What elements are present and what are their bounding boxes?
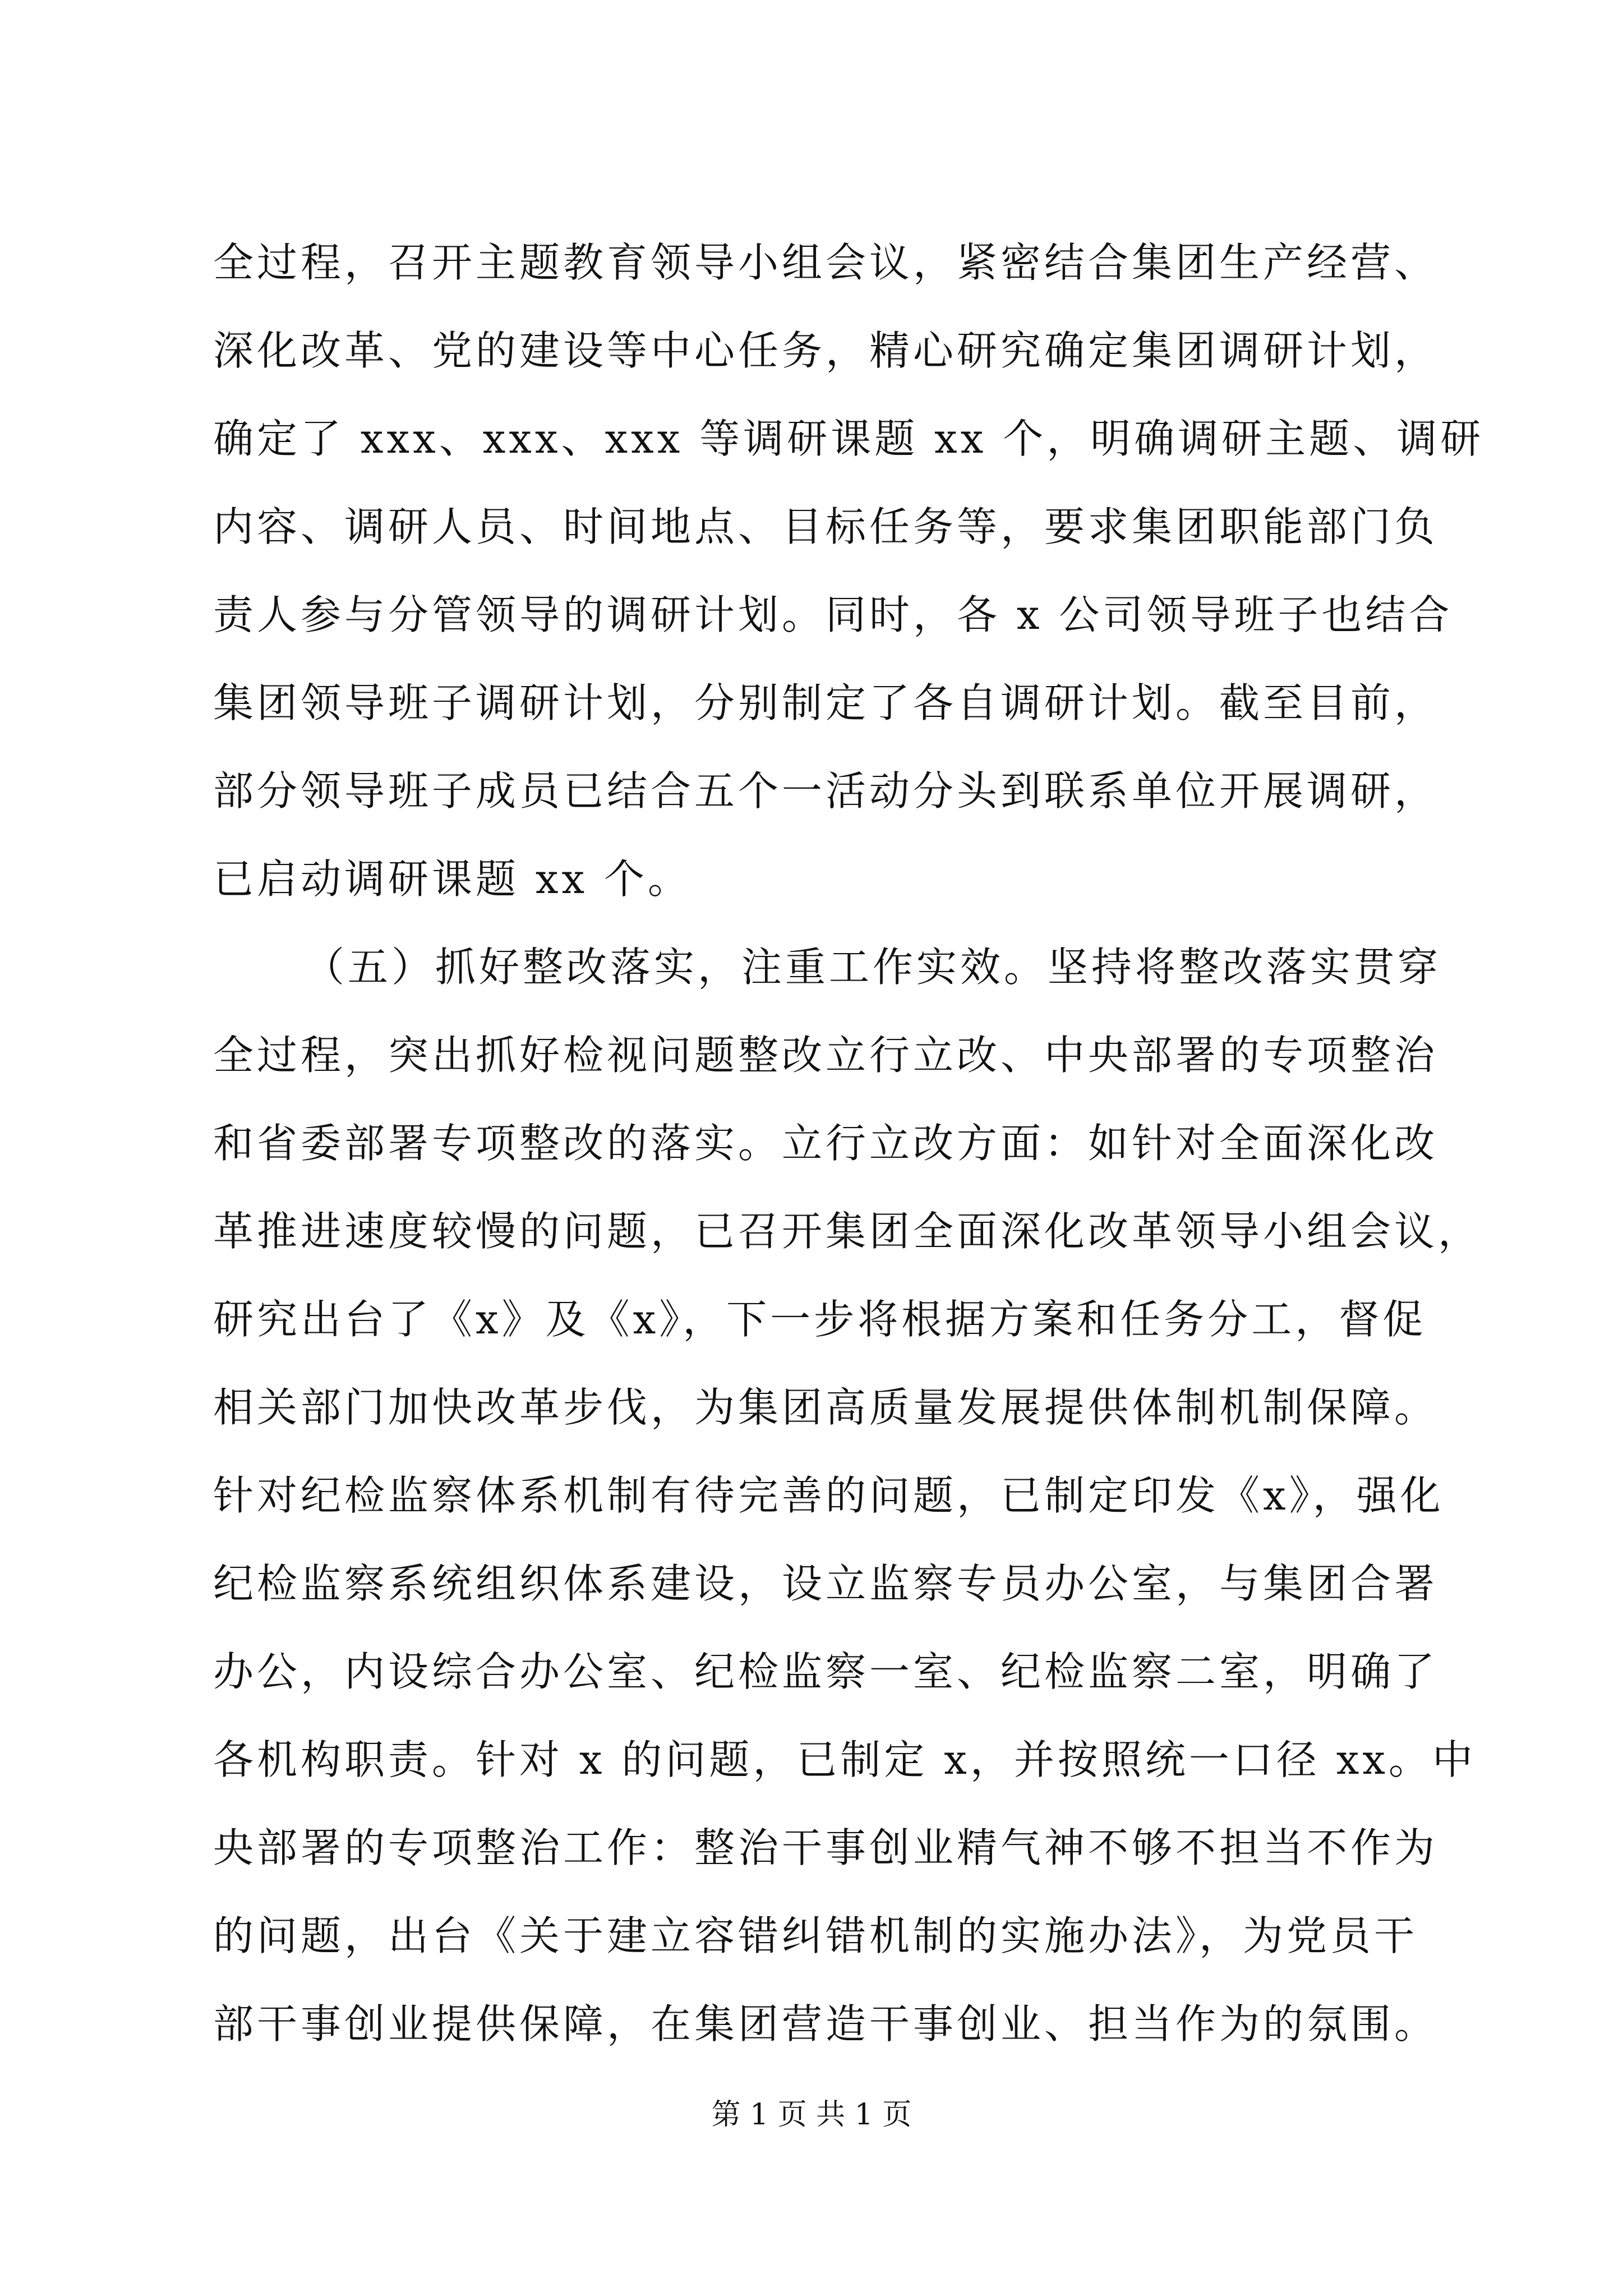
text-line: 和省委部署专项整改的落实。立行立改方面：如针对全面深化改 bbox=[213, 1120, 1438, 1167]
text-line: 集团领导班子调研计划，分别制定了各自调研计划。截至目前， bbox=[213, 679, 1438, 726]
document-body bbox=[213, 219, 1484, 2068]
text-line: 已启动调研课题 xx 个。 bbox=[213, 855, 691, 903]
text-line: 的问题，出台《关于建立容错纠错机制的实施办法》，为党员干 bbox=[213, 1912, 1418, 1959]
page-number: 第 1 页 共 1 页 bbox=[711, 2098, 912, 2132]
text-line: 纪检监察系统组织体系建设，设立监察专员办公室，与集团合署 bbox=[213, 1560, 1438, 1607]
text-line: 确定了 xxx、xxx、xxx 等调研课题 xx 个，明确调研主题、调研 bbox=[213, 415, 1484, 462]
text-line: 革推进速度较慢的问题，已召开集团全面深化改革领导小组会议， bbox=[213, 1208, 1482, 1255]
text-line: 部分领导班子成员已结合五个一活动分头到联系单位开展调研， bbox=[213, 767, 1438, 815]
text-line: 深化改革、党的建设等中心任务，精心研究确定集团调研计划， bbox=[213, 327, 1438, 374]
page-footer bbox=[0, 2092, 1623, 2137]
text-line: 全过程，突出抓好检视问题整改立行立改、中央部署的专项整治 bbox=[213, 1032, 1438, 1079]
section-heading-line: （五）抓好整改落实，注重工作实效。坚持将整改落实贯穿 bbox=[304, 944, 1442, 991]
text-line: 针对纪检监察体系机制有待完善的问题，已制定印发《x》，强化 bbox=[213, 1472, 1444, 1519]
text-line: 全过程，召开主题教育领导小组会议，紧密结合集团生产经营、 bbox=[213, 239, 1438, 286]
text-line: 责人参与分管领导的调研计划。同时，各 x 公司领导班子也结合 bbox=[213, 591, 1453, 638]
text-line: 相关部门加快改革步伐，为集团高质量发展提供体制机制保障。 bbox=[213, 1384, 1438, 1431]
text-line: 办公，内设综合办公室、纪检监察一室、纪检监察二室，明确了 bbox=[213, 1648, 1438, 1695]
text-line: 研究出台了《x》及《x》，下一步将根据方案和任务分工，督促 bbox=[213, 1296, 1427, 1343]
text-line: 内容、调研人员、时间地点、目标任务等，要求集团职能部门负 bbox=[213, 503, 1438, 550]
text-line: 央部署的专项整治工作：整治干事创业精气神不够不担当不作为 bbox=[213, 1824, 1438, 1871]
text-line: 各机构职责。针对 x 的问题，已制定 x，并按照统一口径 xx。中 bbox=[213, 1736, 1476, 1783]
text-line: 部干事创业提供保障，在集团营造干事创业、担当作为的氛围。 bbox=[213, 2000, 1438, 2047]
